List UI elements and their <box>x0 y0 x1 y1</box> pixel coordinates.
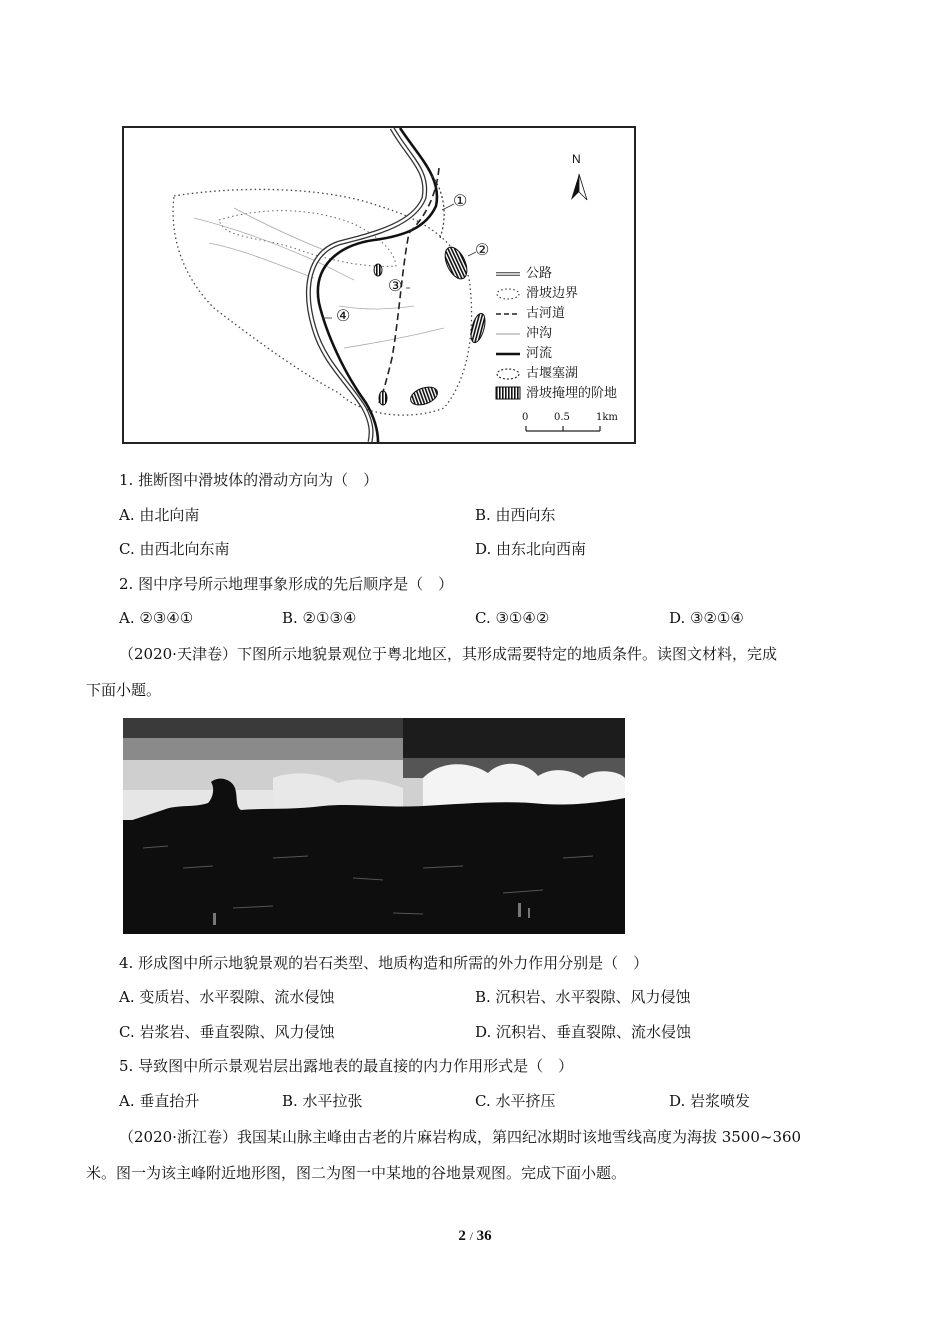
scale-bar <box>526 426 600 431</box>
q4-stem: 4. 形成图中所示地貌景观的岩石类型、地质构造和所需的外力作用分别是（ ） <box>119 954 649 972</box>
intro1-line1: （2020·天津卷）下图所示地貌景观位于粤北地区，其形成需要特定的地质条件。读图文材料，完成 <box>119 645 777 663</box>
gully <box>234 208 324 250</box>
intro1-line2: 下面小题。 <box>86 681 162 699</box>
marker-1: ① <box>453 191 468 210</box>
marker-2: ② <box>475 240 490 259</box>
q1-stem: 1. 推断图中滑坡体的滑动方向为（ ） <box>119 471 379 489</box>
scale-1km: 1km <box>596 412 618 423</box>
page-current: 2 <box>458 1228 466 1244</box>
north-arrow-icon <box>571 174 587 200</box>
q5-stem: 5. 导致图中所示景观岩层出露地表的最直接的内力作用形式是（ ） <box>119 1057 574 1075</box>
scale-0: 0 <box>522 412 529 423</box>
page-number <box>0 1228 950 1245</box>
q2-stem: 2. 图中序号所示地理事象形成的先后顺序是（ ） <box>119 575 454 593</box>
dammed-lake <box>432 176 444 238</box>
legend-slope-boundary: 滑坡边界 <box>526 286 579 301</box>
landform-photo <box>123 718 625 934</box>
road <box>308 128 424 442</box>
q1-option-b: B. 由西向东 <box>475 506 556 524</box>
north-label: N <box>572 152 581 166</box>
q1-option-a: A. 由北向南 <box>119 506 200 524</box>
legend-dammed-lake: 古堰塞湖 <box>526 366 579 381</box>
q2-option-d: D. ③②①④ <box>669 609 744 627</box>
road-inner <box>308 128 424 442</box>
legend-road: 公路 <box>526 266 553 281</box>
q2-option-c: C. ③①④② <box>475 609 550 627</box>
q2-option-b: B. ②①③④ <box>282 609 357 627</box>
gully <box>209 243 314 278</box>
intro2-line1: （2020·浙江卷）我国某山脉主峰由古老的片麻岩构成，第四纪冰期时该地雪线高度为海拔 3500~360 <box>119 1128 802 1146</box>
marker-4: ④ <box>336 306 351 325</box>
q1-option-c: C. 由西北向东南 <box>119 540 230 558</box>
legend-ancient-channel: 古河道 <box>526 306 566 321</box>
q1-option-d: D. 由东北向西南 <box>475 540 587 558</box>
page-separator: / <box>469 1229 473 1243</box>
buried-terrace <box>441 244 472 282</box>
page-total: 36 <box>476 1228 492 1244</box>
intro2-line2: 米。图一为该主峰附近地形图，图二为图一中某地的谷地景观图。完成下面小题。 <box>86 1164 627 1182</box>
q4-option-d: D. 沉积岩、垂直裂隙、流水侵蚀 <box>475 1023 692 1041</box>
buried-terrace <box>374 264 382 276</box>
marker-3: ③ <box>388 276 403 295</box>
q2-option-a: A. ②③④① <box>119 609 194 627</box>
legend-buried-terrace: 滑坡掩埋的阶地 <box>526 386 618 401</box>
buried-terrace <box>379 391 387 405</box>
q4-option-a: A. 变质岩、水平裂隙、流水侵蚀 <box>119 988 335 1006</box>
gully <box>344 328 444 348</box>
legend-river: 河流 <box>526 346 553 361</box>
scale-0-5: 0.5 <box>554 412 570 423</box>
map-legend <box>526 264 617 404</box>
landslide-boundary <box>173 189 472 415</box>
q5-option-a: A. 垂直抬升 <box>119 1092 200 1110</box>
q5-option-b: B. 水平拉张 <box>282 1092 363 1110</box>
landslide-map-figure <box>122 126 636 444</box>
q4-option-c: C. 岩浆岩、垂直裂隙、风力侵蚀 <box>119 1023 335 1041</box>
legend-symbols <box>496 274 520 399</box>
buried-terrace <box>408 384 440 409</box>
q4-option-b: B. 沉积岩、水平裂隙、风力侵蚀 <box>475 988 691 1006</box>
q5-option-d: D. 岩浆喷发 <box>669 1092 751 1110</box>
inner-boundary <box>219 211 396 267</box>
q5-option-c: C. 水平挤压 <box>475 1092 556 1110</box>
legend-gully: 冲沟 <box>526 326 553 341</box>
